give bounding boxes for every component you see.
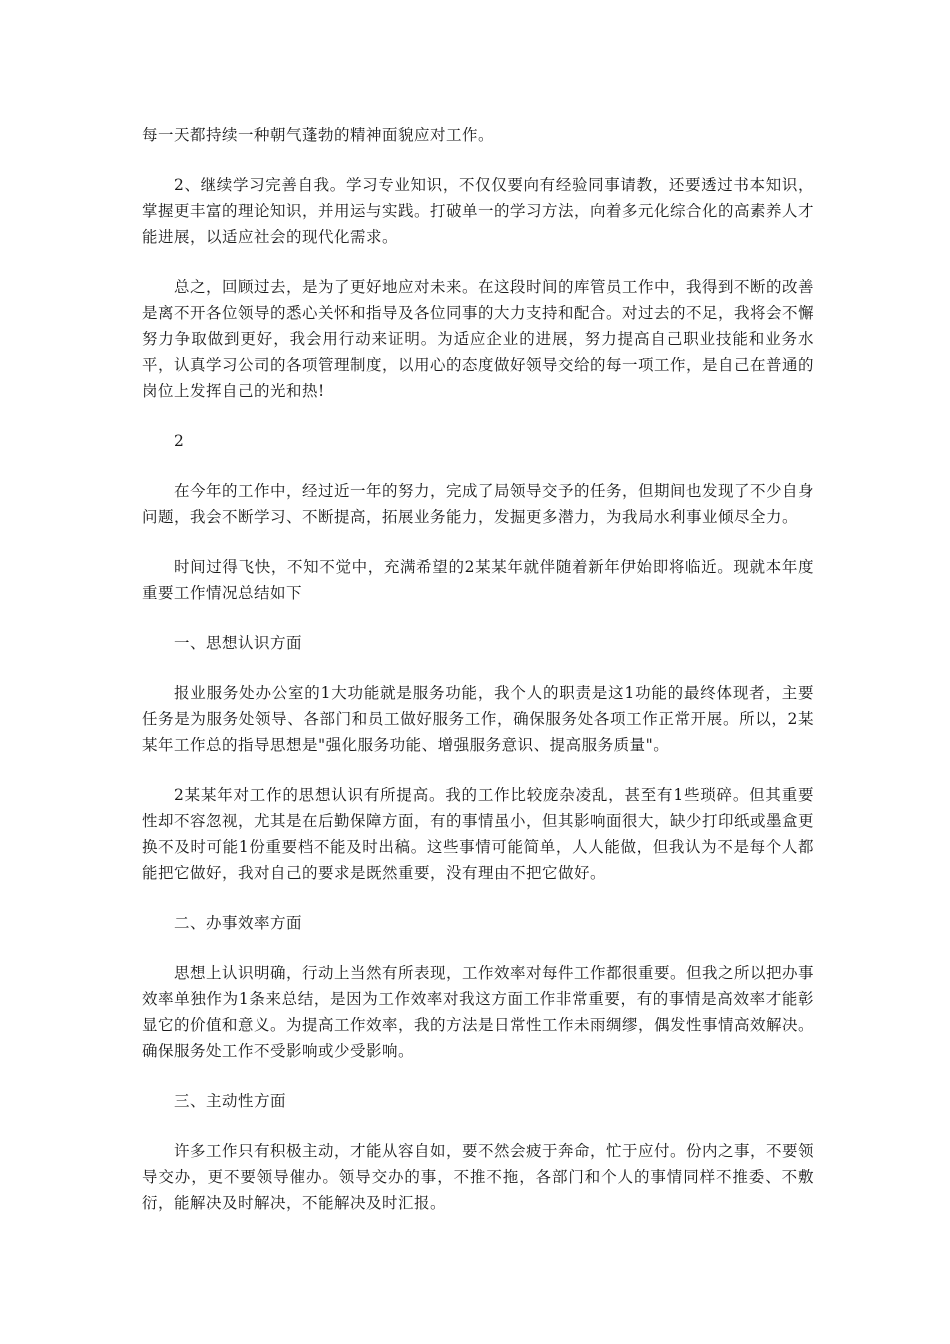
paragraph-time-flies: 时间过得飞快，不知不觉中，充满希望的2某某年就伴随着新年伊始即将临近。现就本年度重要工作情况总结如下 [142, 558, 814, 602]
paragraph-this-year: 在今年的工作中，经过近一年的努力，完成了局领导交予的任务，但期间也发现了不少自身问题，我会不断学习、不断提高，拓展业务能力，发掘更多潜力，为我局水利事业倾尽全力。 [142, 482, 815, 526]
paragraph-continuation: 每一天都持续一种朝气蓬勃的精神面貌应对工作。 [142, 126, 495, 144]
document-body [142, 122, 814, 1240]
section-number: 2 [174, 432, 185, 450]
heading-efficiency: 二、办事效率方面 [174, 914, 303, 932]
paragraph-efficiency: 思想上认识明确，行动上当然有所表现，工作效率对每件工作都很重要。但我之所以把办事效率单独作为1条来总结，是因为工作效率对我这方面工作非常重要，有的事情是高效率才能彰显它的价值和意义。为提高工作效率，我的方法是日常性工作未雨绸缪，偶发性事情高效解决。确保服务处工作不受影响或少受影响。 [142, 964, 815, 1060]
paragraph-understanding: 2某某年对工作的思想认识有所提高。我的工作比较庞杂凌乱，甚至有1些琐碎。但其重要性却不容忽视，尤其是在后勤保障方面，有的事情虽小，但其影响面很大，缺少打印纸或墨盒更换不及时可能1份重要档不能及时出稿。这些事情可能简单，人人能做，但我认为不是每个人都能把它做好，我对自己的要求是既然重要，没有理由不把它做好。 [142, 786, 815, 882]
paragraph-continue-learning: 2、继续学习完善自我。学习专业知识，不仅仅要向有经验同事请教，还要透过书本知识，掌握更丰富的理论知识，并用运与实践。打破单一的学习方法，向着多元化综合化的高素养人才能进展，以适应社会的现代化需求。 [142, 176, 815, 246]
heading-ideology: 一、思想认识方面 [174, 634, 303, 652]
paragraph-service-function: 报业服务处办公室的1大功能就是服务功能，我个人的职责是这1功能的最终体现者，主要任务是为服务处领导、各部门和员工做好服务工作，确保服务处各项工作正常开展。所以，2某某年工作总的指导思想是"强化服务功能、增强服务意识、提高服务质量"。 [142, 684, 814, 754]
heading-initiative: 三、主动性方面 [174, 1092, 287, 1110]
paragraph-initiative: 许多工作只有积极主动，才能从容自如，要不然会疲于奔命，忙于应付。份内之事，不要领导交办，更不要领导催办。领导交办的事，不推不拖，各部门和个人的事情同样不推委、不敷衍，能解决及时解决，不能解决及时汇报。 [142, 1142, 815, 1212]
paragraph-summary: 总之，回顾过去，是为了更好地应对未来。在这段时间的库管员工作中，我得到不断的改善是离不开各位领导的悉心关怀和指导及各位同事的大力支持和配合。对过去的不足，我将会不懈努力争取做到更好，我会用行动来证明。为适应企业的进展，努力提高自己职业技能和业务水平，认真学习公司的各项管理制度，以用心的态度做好领导交给的每一项工作，是自己在普通的岗位上发挥自己的光和热! [142, 278, 815, 400]
